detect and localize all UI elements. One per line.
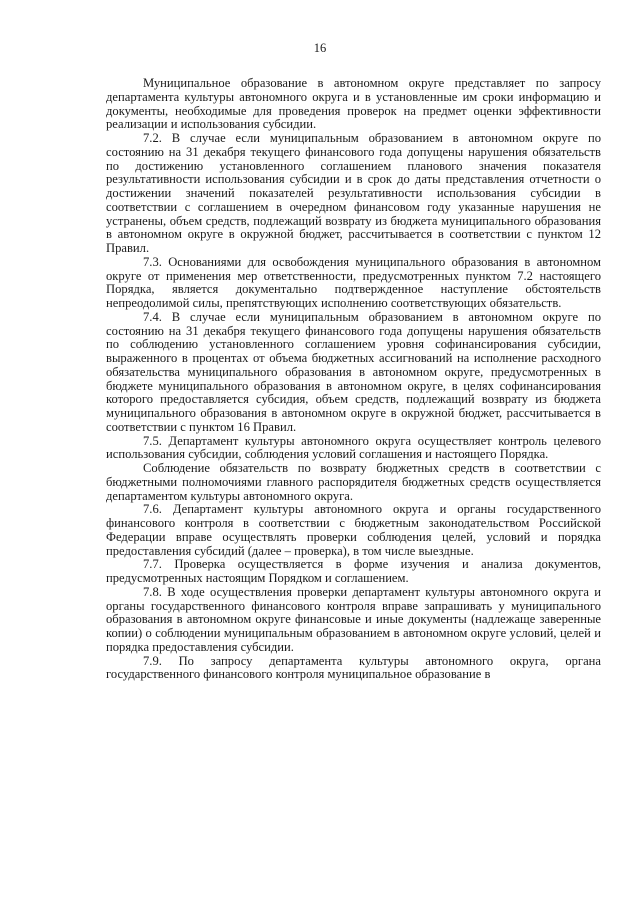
paragraph-7-5: 7.5. Департамент культуры автономного округа осуществляет контроль целевого использования субсидии, соблюдения условий соглашения и настоящего Порядка. (106, 433, 601, 462)
paragraph-7-8: 7.8. В ходе осуществления проверки департамент культуры автономного округа и органы государственного финансового контроля вправе запрашивать у муниципального образования в автономном округе финансовые и иные документы (надлежаще заверенные копии) о соблюдении муниципальным образованием в автономном округе условий, целей и порядка предоставления субсидии. (106, 584, 601, 654)
paragraph-7-6: 7.6. Департамент культуры автономного округа и органы государственного финансового контроля в соответствии с бюджетным законодательством Российской Федерации вправе осуществлять проверки соблюдения целей, условий и порядка предоставления субсидий (далее – проверка), в том числе выездные. (106, 502, 601, 558)
paragraph-obligations: Соблюдение обязательств по возврату бюджетных средств в соответствии с бюджетными полномочиями главного распорядителя бюджетных средств осуществляется департаментом культуры автономного округа. (106, 461, 601, 503)
paragraph-7-9: 7.9. По запросу департамента культуры автономного округа, органа государственного финансового контроля муниципальное образование в (106, 653, 601, 682)
paragraph-7-4: 7.4. В случае если муниципальным образованием в автономном округе по состоянию на 31 декабря текущего финансового года допущены нарушения обязательств по соблюдению установленного соглашением уровня софинансирования субсидии, выраженного в процентах от объема бюджетных ассигнований на исполнение расходного обязательства муниципального образования в автономном округе, предусмотренных в бюджете муниципального образования в автономном округе, в целях софинансирования которого предоставляется субсидия, объем средств, подлежащий возврату из бюджета муниципального образования в автономном округе в окружной бюджет, рассчитывается в соответствии с пунктом 16 Правил. (106, 309, 601, 434)
page-number: 16 (313, 41, 327, 55)
paragraph-7-7: 7.7. Проверка осуществляется в форме изучения и анализа документов, предусмотренных настоящим Порядком и соглашением. (106, 557, 601, 585)
paragraph-7-2: 7.2. В случае если муниципальным образованием в автономном округе по состоянию на 31 декабря текущего финансового года допущены нарушения обязательств по достижению установленного соглашением планового значения показателя результативности использования субсидии и в срок до даты представления отчетности о достижении значений показателей результативности использования субсидии в соответствии с соглашением в очередном финансовом году указанные нарушения не устранены, объем средств, подлежащий возврату из бюджета муниципального образования в автономном округе в окружной бюджет, рассчитывается в соответствии с пунктом 12 Правил. (106, 131, 601, 255)
paragraph-7-3: 7.3. Основаниями для освобождения муниципального образования в автономном округе от применения мер ответственности, предусмотренных пунктом 7.2 настоящего Порядка, является документально подтвержденное наступление обстоятельств непреодолимой силы, препятствующих исполнению соответствующих обязательств. (106, 254, 601, 310)
paragraph-intro: Муниципальное образование в автономном округе представляет по запросу департамента культуры автономного округа и в установленные им сроки информацию и документы, необходимые для проведения проверок на предмет оценки эффективности реализации и использования субсидии. (106, 76, 601, 132)
document-body (106, 77, 601, 682)
